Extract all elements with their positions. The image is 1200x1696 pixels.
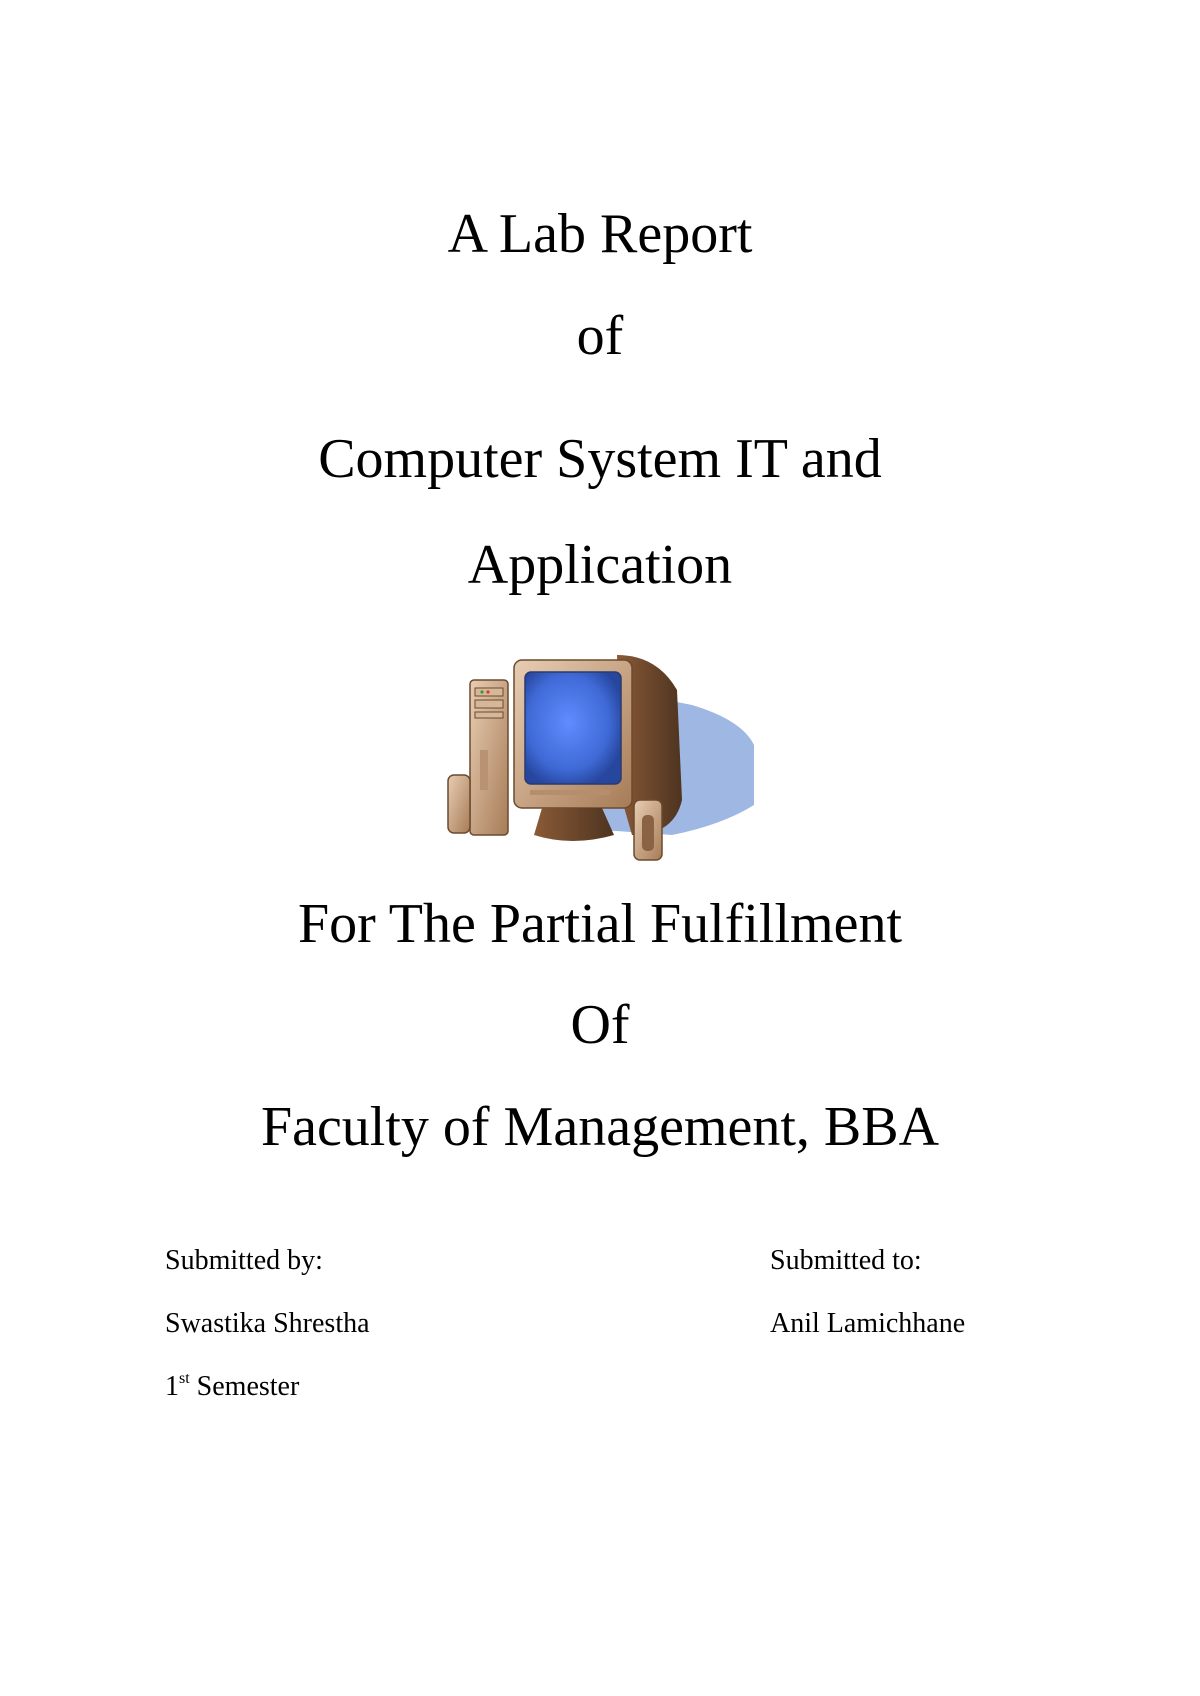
semester-number: 1 bbox=[165, 1371, 179, 1402]
purpose-line-1: For The Partial Fulfillment bbox=[297, 893, 903, 955]
submitted-by-name: Swastika Shrestha bbox=[165, 1308, 370, 1339]
semester-suffix: st bbox=[179, 1370, 190, 1387]
purpose-line-2: Of bbox=[570, 994, 630, 1056]
submitted-to-name: Anil Lamichhane bbox=[770, 1308, 966, 1339]
title-line-2: of bbox=[576, 305, 624, 367]
submitted-to-label: Submitted to: bbox=[770, 1245, 922, 1276]
title-line-4: Application bbox=[467, 534, 733, 596]
title-line-1: A Lab Report bbox=[447, 203, 753, 265]
tower-case bbox=[470, 680, 508, 835]
desktop-computer-clipart-icon bbox=[442, 650, 762, 865]
semester-line bbox=[165, 1371, 299, 1403]
purpose-line-3: Faculty of Management, BBA bbox=[260, 1096, 940, 1158]
title-line-3: Computer System IT and bbox=[318, 428, 882, 490]
semester-word: Semester bbox=[196, 1371, 300, 1402]
submitted-by-label: Submitted by: bbox=[165, 1245, 323, 1276]
